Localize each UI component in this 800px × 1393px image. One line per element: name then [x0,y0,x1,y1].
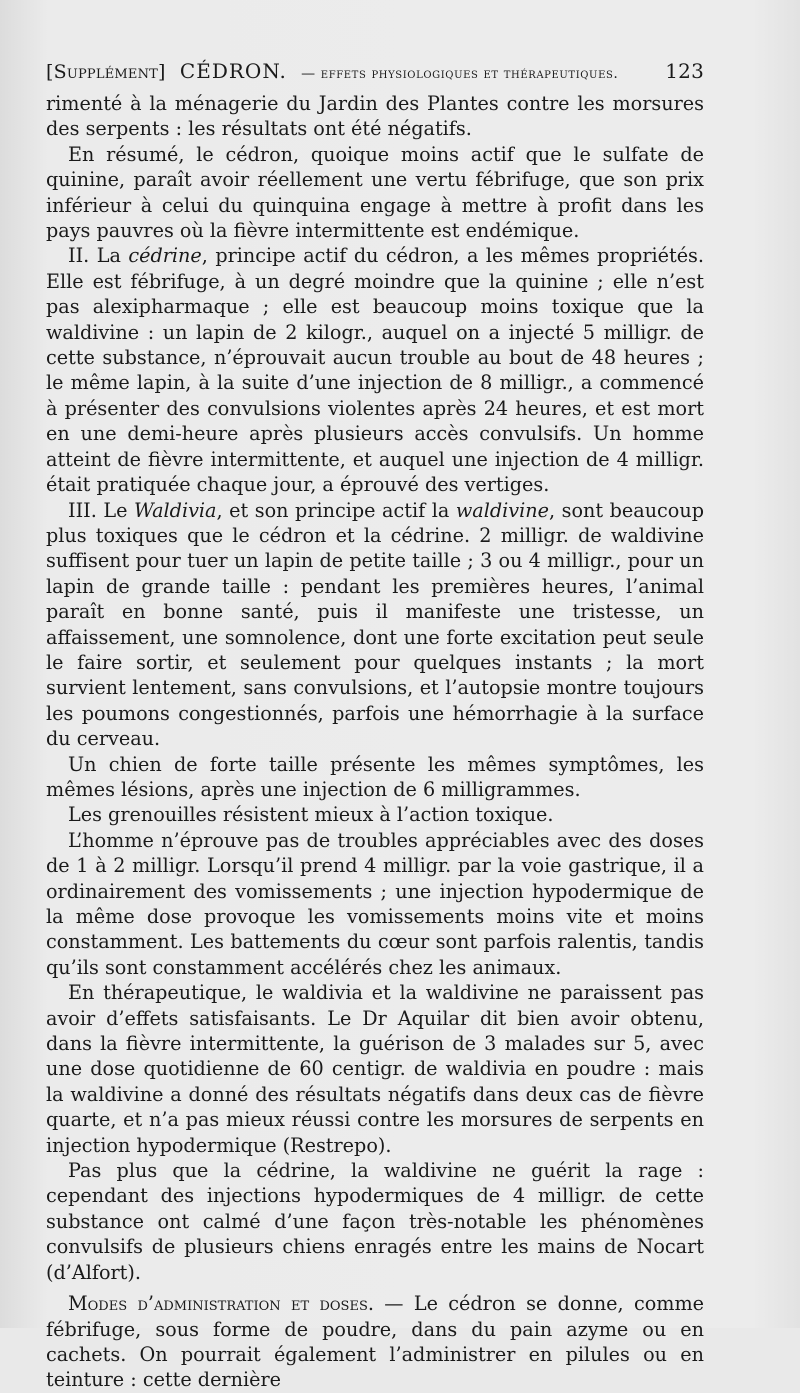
paragraph-homme [46,828,704,980]
paragraph-text: En thérapeutique, le waldivia et la waldivine ne paraissent pas avoir d’effets satisfaisants. Le Dr Aquilar dit bien avoir obtenu, dans la fièvre intermittente, la guérison de 3 malades sur 5, avec une dose quotidienne de 60 centigr. de waldivia en poudre : mais la waldivine a donné des résultats négatifs dans deux cas de fièvre quarte, et n’a pas mieux réussi contre les morsures de serpents en injection hypodermique (Restrepo). [46,981,704,1157]
paragraph-text: En résumé, le cédron, quoique moins actif que le sulfate de quinine, paraît avoir réellement une vertu fébrifuge, que son prix inférieur à celui du quinquina engage à mettre à profit dans les pays pauvres où la fièvre intermittente est endémique. [46,142,704,243]
paragraph-text: Pas plus que la cédrine, la waldivine ne guérit la rage : cependant des injections hypodermiques de 4 milligr. de cette substance ont calmé d’une façon très-notable les phénomènes convulsifs de plusieurs chiens enragés entre les mains de Nocart (d’Alfort). [46,1159,704,1284]
paragraph-text: rimenté à la ménagerie du Jardin des Plantes contre les morsures des serpents : les résultats ont été négatifs. [46,92,704,141]
running-head [46,58,704,87]
paragraph-text: L’homme n’éprouve pas de troubles appréciables avec des doses de 1 à 2 milligr. Lorsqu’il prend 4 milligr. par la voie gastrique, il a ordinairement des vomissements ; une injection hypodermique de la même dose provoque les vomissements moins vite et moins constamment. Les battements du cœur sont parfois ralentis, tandis qu’ils sont constamment accélérés chez les animaux. [46,828,704,979]
paragraph-therapeutique [46,980,704,1158]
paragraph-continuation [46,91,704,142]
paragraph-text: — Le cédron se donne, comme fébrifuge, sous forme de poudre, dans du pain azyme ou en cachets. On pourrait également l’administrer en pilules ou en teinture : cette dernière [46,1292,705,1392]
body-text [46,91,704,1393]
paragraph-text: Les grenouilles résistent mieux à l’action toxique. [68,803,554,827]
running-head-left [46,58,618,87]
paragraph-modes [46,1291,704,1393]
running-head-section: [Supplément] [46,61,166,83]
paragraph-lead: II. La [68,244,129,268]
page-number: 123 [665,59,704,83]
paragraph-cedrine [46,243,704,497]
term-waldivia: Waldivia [134,498,217,522]
paragraph-text: , sont beaucoup plus toxiques que le cédron et la cédrine. 2 milligr. de waldivine suffisent pour tuer un lapin de petite taille ; 3 ou 4 milligr., pour un lapin de grande taille : pendant les premières heures, l’animal paraît en bonne santé, puis il manifeste une tristesse, un affaissement, une somnolence, dont une forte excitation peut seule le faire sortir, et seulement pour quelques instants ; la mort survient lentement, sans convulsions, et l’autopsie montre toujours les poumons congestionnés, parfois une hémorrhagie à la surface du cerveau. [46,498,704,751]
paragraph-chien [46,752,704,803]
paragraph-grenouilles [46,802,704,827]
running-head-title: CÉDRON. [179,59,287,83]
paragraph-rage [46,1158,704,1285]
term-waldivine: waldivine [455,498,549,522]
paragraph-text: , principe actif du cédron, a les mêmes propriétés. Elle est fébrifuge, à un degré moindre que la quinine ; elle n’est pas alexipharmaque ; elle est beaucoup moins toxique que la waldivine : un lapin de 2 kilogr., auquel on a injecté 5 milligr. de cette substance, n’éprouvait aucun trouble au bout de 48 heures ; le même lapin, à la suite d’une injection de 8 milligr., a commencé à présenter des convulsions violentes après 24 heures, et est mort en une demi-heure après plusieurs accès convulsifs. Un homme atteint de fièvre intermittente, et auquel une injection de 4 milligr. était pratiquée chaque jour, a éprouvé des vertiges. [46,244,705,497]
paragraph-lead: III. Le [68,498,135,522]
paragraph-resume [46,142,704,244]
running-head-subtitle: — effets physiologiques et thérapeutiques. [301,66,619,82]
section-heading-modes: Modes d’administration et doses. [68,1292,374,1316]
paragraph-mid: , et son principe actif la [216,498,456,522]
paragraph-text: Un chien de forte taille présente les mêmes symptômes, les mêmes lésions, après une injection de 6 milligrammes. [46,752,704,801]
paragraph-waldivia [46,498,704,752]
term-cedrine: cédrine [128,244,202,268]
